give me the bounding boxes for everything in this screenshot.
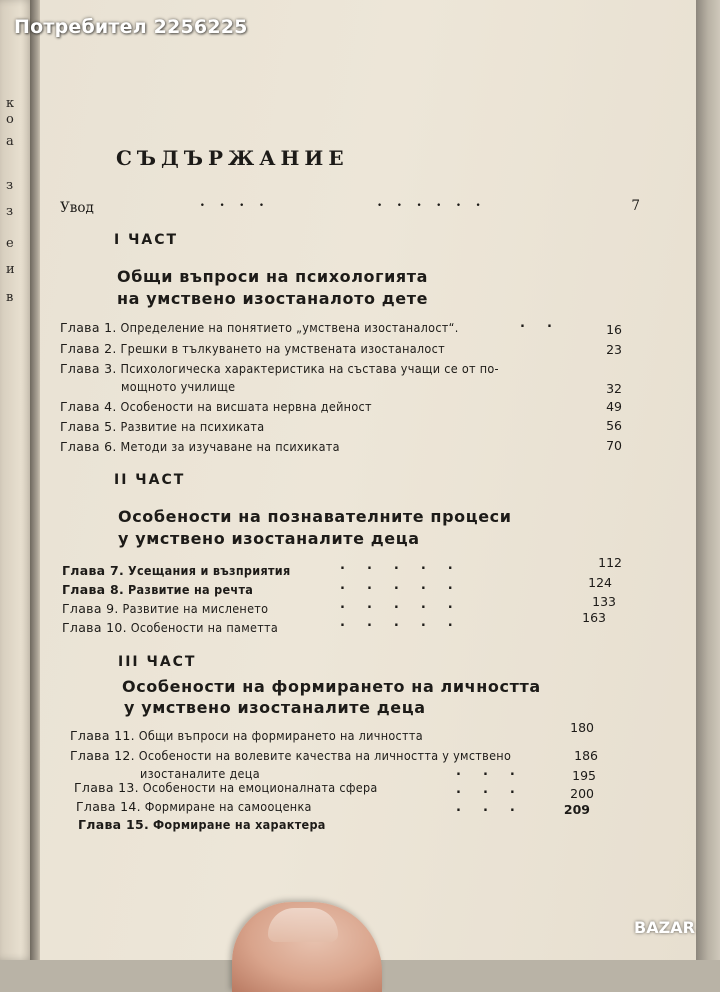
toc-page-ch5: 56 <box>606 418 622 433</box>
toc-entry-ch9: Глава 9. Развитие на мисленето <box>62 601 269 616</box>
toc-page-ch10: 163 <box>582 610 606 625</box>
toc-page-ch15: 209 <box>563 802 590 817</box>
page-fragment: а <box>6 134 14 149</box>
toc-entry-ch4: Глава 4. Особености на висшата нервна дейност <box>60 399 372 414</box>
adjacent-page <box>0 0 34 960</box>
site-logo: BAZAR <box>634 918 695 937</box>
toc-page-ch11: 180 <box>570 720 594 735</box>
page-fragment: з <box>6 178 14 193</box>
toc-title: СЪДЪРЖАНИЕ <box>116 146 349 170</box>
book-edge <box>696 0 720 960</box>
user-watermark: Потребител 2256225 <box>14 16 248 38</box>
leader-dots: ..... <box>340 558 475 573</box>
toc-page-ch13: 195 <box>572 768 596 783</box>
toc-page-ch4: 49 <box>606 399 622 414</box>
toc-entry-ch3: Глава 3. Психологическа характеристика на състава учащи се от по- <box>60 361 499 376</box>
toc-page-ch3: 32 <box>606 381 622 396</box>
leader-dots: .... ...... <box>200 194 496 210</box>
leader-dots: ..... <box>340 615 475 630</box>
leader-dots: .. <box>520 316 574 331</box>
page-fragment: к <box>6 96 15 111</box>
toc-entry-ch1: Глава 1. Определение на понятието „умствена изостаналост“. <box>60 320 459 335</box>
toc-page-ch12: 186 <box>574 748 598 763</box>
toc-entry-ch8: Глава 8. Развитие на речта <box>62 582 254 597</box>
page-fragment: е <box>6 236 14 251</box>
toc-page-ch6: 70 <box>606 438 622 453</box>
thumbnail-nail <box>268 908 338 942</box>
toc-entry-ch12-cont: изостаналите деца <box>140 766 260 781</box>
part-2-label: II ЧАСТ <box>114 472 186 488</box>
toc-entry-ch15: Глава 15. Формиране на характера <box>78 817 326 832</box>
part-3-label: III ЧАСТ <box>118 654 197 670</box>
toc-page-ch1: 16 <box>606 322 622 337</box>
toc-entry-ch12: Глава 12. Особености на волевите качества на личността у умствено <box>70 748 512 763</box>
toc-entry-ch2: Глава 2. Грешки в тълкуването на умствената изостаналост <box>60 341 445 356</box>
toc-entry-ch5: Глава 5. Развитие на психиката <box>60 419 265 434</box>
part-1-heading-line2: на умствено изостаналото дете <box>117 289 429 308</box>
part-3-heading-line2: у умствено изостаналите деца <box>124 698 426 717</box>
toc-intro-row <box>60 194 640 216</box>
page-fragment: и <box>6 262 15 277</box>
leader-dots: ..... <box>340 578 475 593</box>
toc-entry-ch13: Глава 13. Особености на емоционалната сфера <box>74 780 378 795</box>
toc-page-ch14: 200 <box>570 786 594 801</box>
part-1-label: I ЧАСТ <box>114 232 179 248</box>
toc-page-ch7: 112 <box>598 555 622 570</box>
leader-dots: ... <box>456 782 537 797</box>
toc-entry-ch14: Глава 14. Формиране на самооценка <box>76 799 312 814</box>
toc-entry-ch11: Глава 11. Общи въпроси на формирането на личността <box>70 728 423 743</box>
toc-entry-ch7: Глава 7. Усещания и възприятия <box>62 563 291 578</box>
intro-page: 7 <box>631 198 640 214</box>
part-1-heading-line1: Общи въпроси на психологията <box>117 267 429 286</box>
part-2-heading-line1: Особености на познавателните процеси <box>118 507 512 526</box>
toc-page-ch2: 23 <box>606 342 622 357</box>
intro-label: Увод <box>60 200 94 216</box>
toc-entry-ch3-cont: мощното училище <box>121 379 236 394</box>
leader-dots: ... <box>456 800 537 815</box>
page-fragment: з <box>6 204 14 219</box>
leader-dots: ... <box>456 764 537 779</box>
part-3-heading-line1: Особености на формирането на личността <box>122 677 541 696</box>
toc-page-ch9: 133 <box>592 594 616 609</box>
toc-entry-ch6: Глава 6. Методи за изучаване на психиката <box>60 439 340 454</box>
toc-entry-ch10: Глава 10. Особености на паметта <box>62 620 279 635</box>
page-fragment: о <box>6 112 14 127</box>
part-2-heading-line2: у умствено изостаналите деца <box>118 529 420 548</box>
leader-dots: ..... <box>340 597 475 612</box>
toc-page-ch8: 124 <box>588 575 612 590</box>
page-fragment: в <box>6 290 14 305</box>
